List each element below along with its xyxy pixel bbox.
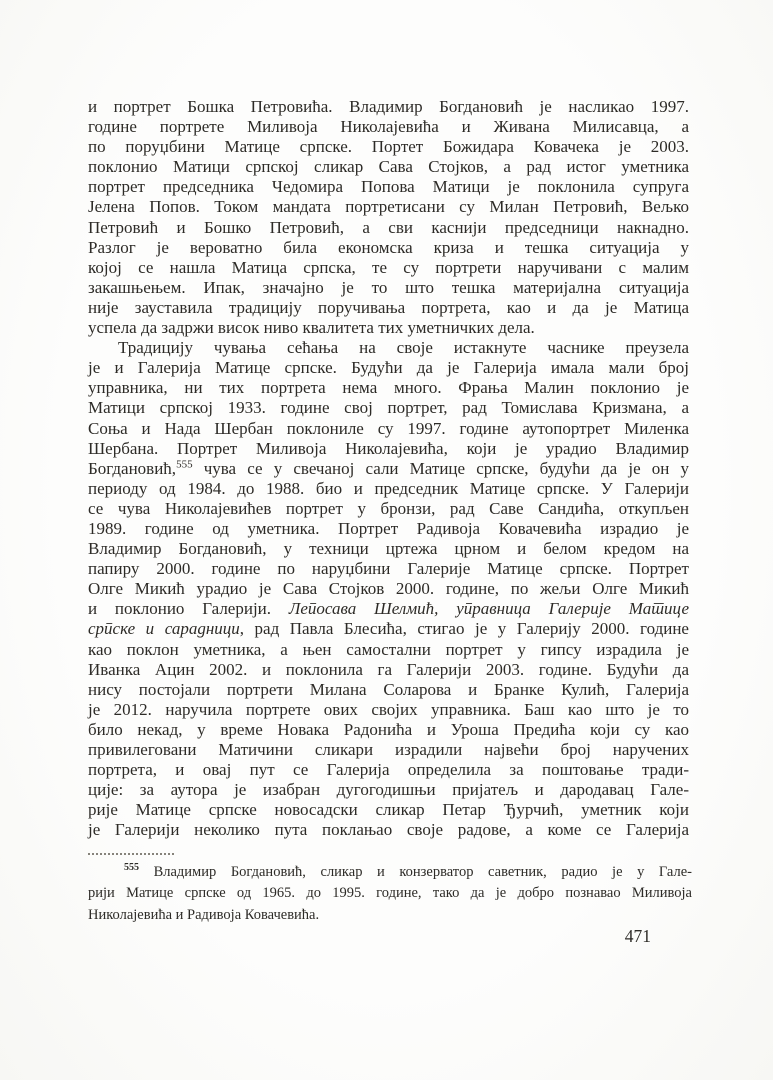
text-segment: је 2012. наручила портрете ових својих управника. Баш као што је то [88,699,689,719]
body-line-6 [88,197,689,217]
text-segment: Николајевића и Радивоја Ковачевића. [88,906,320,923]
body-line-13 [88,338,689,358]
text-segment: Олге Микић урадио је Сава Стојков 2000. године, по жељи Олге Микић [88,579,689,599]
body-line-29 [88,660,689,680]
text-segment: Матици српској 1933. године свој портрет, рад Томислава Кризмана, а [88,398,689,418]
text-segment: и поклонио Галерији. [88,599,289,619]
text-segment: било некад, у време Новака Радонића и Уроша Предића који су као [88,719,689,739]
body-line-5 [88,177,689,197]
body-line-12 [88,318,689,338]
text-segment: ције: за аутора је изабран дугогодишњи пријатељ и дародавац Гале- [88,780,689,800]
text-segment: рије Матице српске новосадски сликар Петар Ђурчић, уметник који [88,800,689,820]
text-segment: Иванка Ацин 2002. и поклонила га Галерији 2003. године. Будући да [88,659,689,679]
text-segment: по поруџбини Матице српске. Портет Божидара Ковачека је 2003. [88,137,689,157]
body-line-15 [88,378,689,398]
page-number: 471 [624,926,651,946]
text-segment: 1989. године од уметника. Портрет Радивоја Ковачевића израдио је [88,518,689,538]
text-segment: Соња и Нада Шербан поклониле су 1997. године аутопортрет Миленка [88,418,689,438]
text-segment: Традицију чувања сећања на своје истакнуте часнике преузела [118,338,689,358]
body-line-10 [88,278,689,298]
text-segment: је и Галерија Матице српске. Будући да је Галерија имала мали број [88,358,689,378]
body-line-19 [88,459,689,479]
text-segment: године портрете Миливоја Николајевића и Живана Милисавца, а [88,117,689,137]
text-segment: као поклон уметника, а њен самостални портрет у гипсу израдила је [88,639,689,659]
body-text [88,97,689,840]
footnote-line-1 [88,862,692,883]
footnote-reference: 555 [176,458,193,471]
body-line-17 [88,419,689,439]
body-line-34 [88,760,689,780]
body-line-3 [88,137,689,157]
text-segment: Шербана. Портрет Миливоја Николајевића, који је урадио Владимир [88,438,689,458]
body-line-36 [88,800,689,820]
body-line-18 [88,439,689,459]
text-segment: нису постојали портрети Милана Соларова и Бранке Кулић, Галерија [88,679,689,699]
body-line-20 [88,479,689,499]
text-segment: папиру 2000. године по наруџбини Галерије Матице српске. Портрет [88,559,689,579]
text-segment: Лепосава Шелмић, управница Галерије Матице [288,599,689,619]
body-line-24 [88,559,689,579]
body-line-35 [88,780,689,800]
body-line-1 [88,97,689,117]
body-line-33 [88,740,689,760]
body-line-26 [88,599,689,619]
text-segment: Богдановић, [88,458,177,478]
body-line-7 [88,218,689,238]
footnote-line-2 [88,883,692,904]
text-segment: српске и сарадници [88,619,240,639]
body-line-9 [88,258,689,278]
body-line-28 [88,640,689,660]
body-line-23 [88,539,689,559]
text-segment: успела да задржи висок ниво квалитета тих уметничких дела. [88,318,535,338]
text-segment: којој се нашла Матица српска, те су портрети наручивани с малим [88,257,689,277]
text-segment: портрета, и овај пут се Галерија определила за поштовање тради- [88,760,689,780]
text-segment: се чува Николајевићев портрет у бронзи, рад Саве Сандића, откупљен [88,498,689,518]
text-segment: , рад Павла Блесића, стигао је у Галерију 2000. године [239,619,689,639]
text-segment: Разлог је вероватно била економска криза и тешка ситуација у [88,237,689,257]
body-line-2 [88,117,689,137]
body-line-14 [88,358,689,378]
body-line-21 [88,499,689,519]
text-segment: управника, ни тих портрета нема много. Фрања Малин поклонио је [88,378,689,398]
text-segment: чува се у свечаној сали Матице српске, будући да је он у [192,458,689,478]
body-line-4 [88,157,689,177]
text-segment: и портрет Бошка Петровића. Владимир Богдановић је насликао 1997. [88,97,689,116]
body-line-30 [88,680,689,700]
body-line-37 [88,820,689,840]
body-line-31 [88,700,689,720]
text-segment: привилеговани Матичини сликари израдили највећи број наручених [88,740,689,759]
body-line-32 [88,720,689,740]
text-segment: је Галерији неколико пута поклањао своје радове, а коме се Галерија [88,820,689,840]
text-segment: портрет председника Чедомира Попова Матици је поклонила супруга [88,177,689,197]
text-segment: периоду од 1984. до 1988. био и председник Матице српске. У Галерији [88,478,689,498]
text-segment: Владимир Богдановић, у техници цртежа црном и белом кредом на [88,539,689,559]
text-segment: Владимир Богдановић, сликар и конзерватор саветник, радио је у Гале- [139,864,692,880]
text-segment: Јелена Попов. Током мандата портретисани су Милан Петровић, Вељко [88,197,689,217]
text-segment: није зауставила традицију поручивања портрета, као и да је Матица [88,297,689,317]
text-segment: рији Матице српске од 1965. до 1995. године, тако да је добро познавао Миливоја [88,885,692,902]
body-line-27 [88,619,689,639]
text-segment: поклонио Матици српској сликар Сава Стојков, а рад истог уметника [88,157,689,177]
body-line-8 [88,238,689,258]
footnote-separator-dotted-rule [88,853,174,855]
body-line-22 [88,519,689,539]
text-segment: Петровић и Бошко Петровић, а сви каснији председници накнадно. [88,217,689,237]
footnote-reference: 555 [124,862,139,874]
footnote-line-3 [88,905,692,926]
text-segment: закашњењем. Ипак, значајно је то што тешка материјална ситуација [88,277,689,297]
footnote-block [88,853,692,926]
body-line-25 [88,579,689,599]
footnote-text [88,862,692,926]
body-line-16 [88,398,689,418]
body-line-11 [88,298,689,318]
